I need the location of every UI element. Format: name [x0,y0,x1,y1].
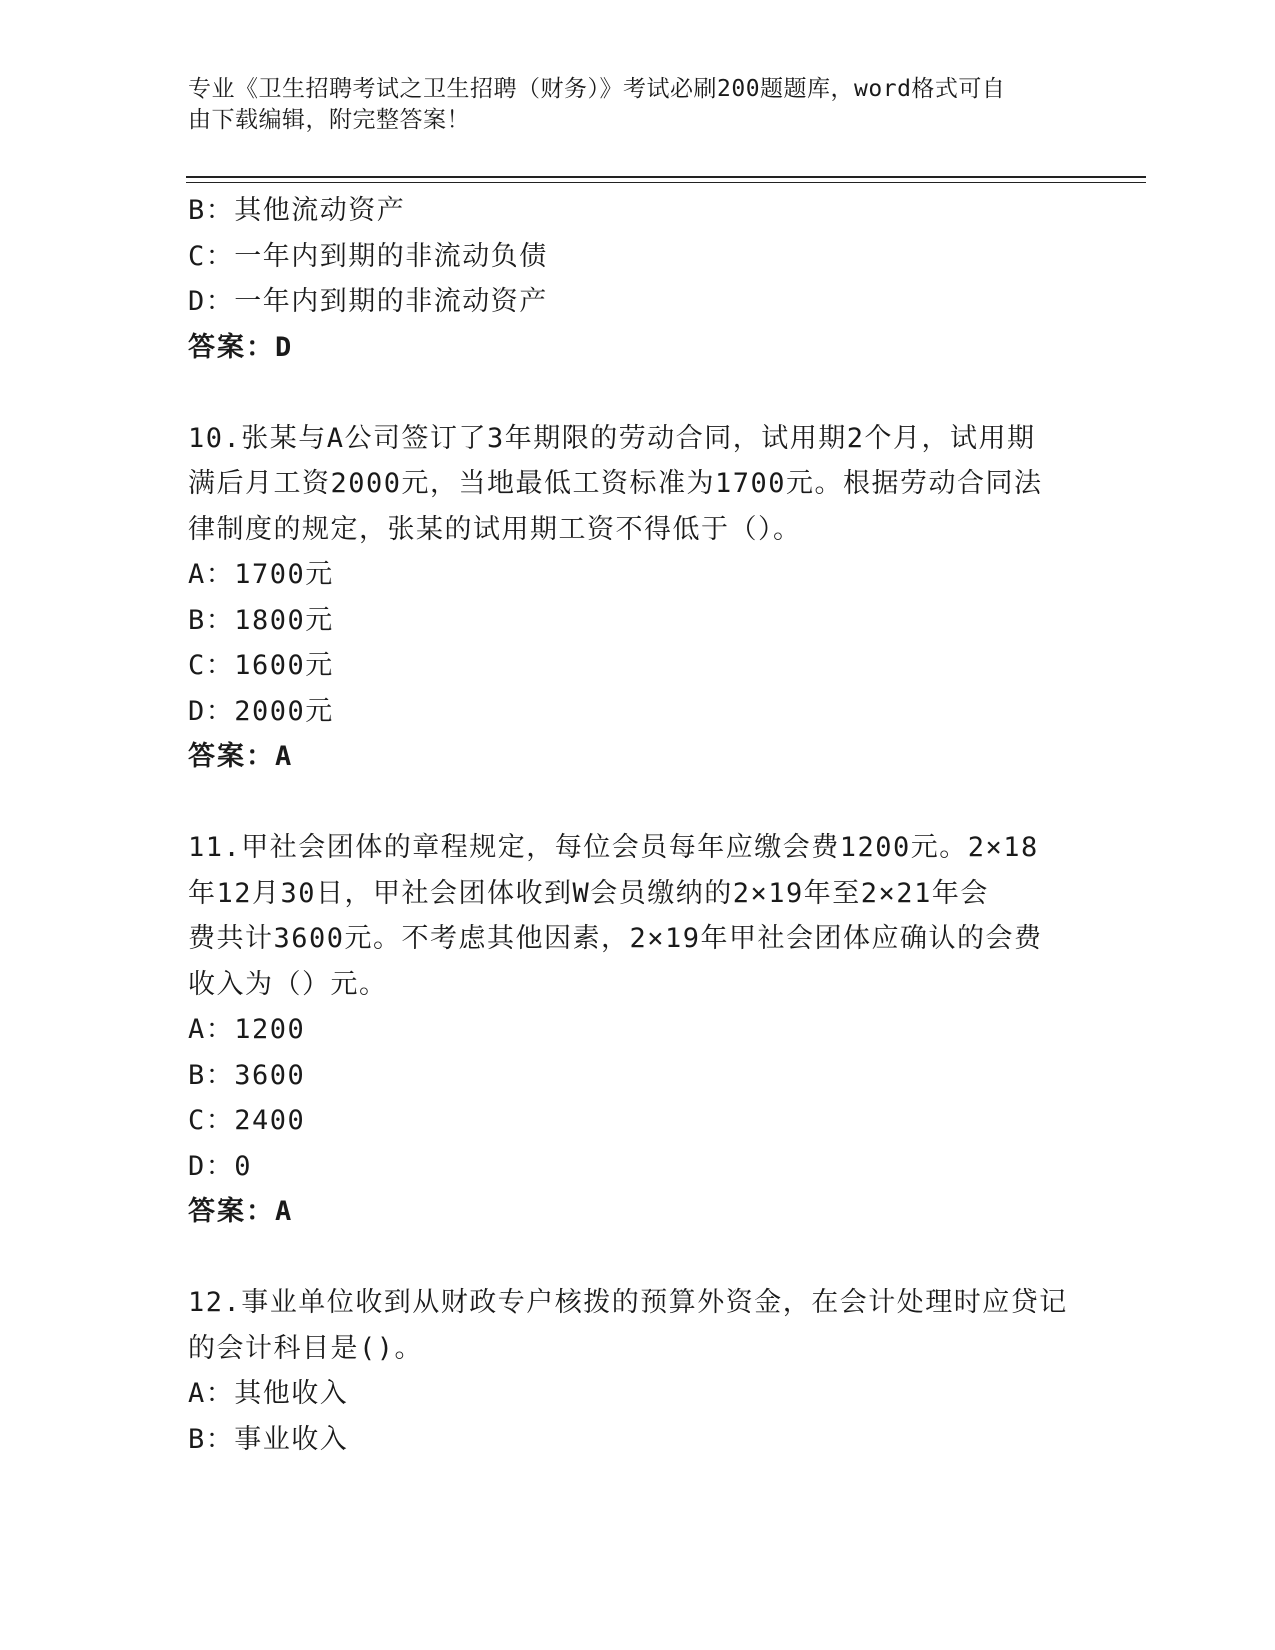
question-stem-line: 11.甲社会团体的章程规定，每位会员每年应缴会费1200元。2×18 [188,832,1039,863]
question-stem-line: 的会计科目是()。 [188,1332,424,1364]
option-line: A：1700元 [188,559,334,590]
spacer [188,780,1088,826]
header-divider [186,176,1146,183]
option-line: D：一年内到期的非流动资产 [188,286,548,317]
option-line: D：2000元 [188,695,334,727]
page-header [188,74,1068,136]
option-line: D：0 [188,1150,253,1182]
question-stem-line: 年12月30日，甲社会团体收到W会员缴纳的2×19年至2×21年会 [188,877,989,909]
spacer [188,370,1088,416]
question-stem-line: 满后月工资2000元，当地最低工资标准为1700元。根据劳动合同法 [188,468,1043,499]
question-fragment [188,188,1088,370]
spacer [188,1235,1088,1281]
question-stem-line: 12.事业单位收到从财政专户核拨的预算外资金，在会计处理时应贷记 [188,1287,1068,1318]
option-line: C：一年内到期的非流动负债 [188,240,548,272]
option-line: C：2400 [188,1105,306,1136]
option-line: B：3600 [188,1059,306,1091]
question-10 [188,416,1088,780]
question-stem-line: 10.张某与A公司签订了3年期限的劳动合同，试用期2个月，试用期 [188,422,1036,454]
question-stem-line: 律制度的规定，张某的试用期工资不得低于（）。 [188,513,802,545]
option-line: B：其他流动资产 [188,195,406,226]
document-body [188,188,1088,1462]
header-line-1: 专业《卫生招聘考试之卫生招聘（财务）》考试必刷200题题库，word格式可自 [188,76,1006,102]
answer-line: 答案：A [188,1196,294,1227]
header-line-2: 由下载编辑，附完整答案！ [188,107,470,133]
answer-line: 答案：A [188,741,294,772]
option-line: C：1600元 [188,650,334,681]
question-12 [188,1280,1088,1462]
option-line: A：1200 [188,1014,306,1045]
option-line: B：事业收入 [188,1423,349,1455]
question-stem-line: 收入为（）元。 [188,968,388,1000]
option-line: B：1800元 [188,604,334,636]
option-line: A：其他收入 [188,1378,349,1409]
question-11 [188,825,1088,1235]
answer-line: 答案：D [188,331,294,363]
question-stem-line: 费共计3600元。不考虑其他因素，2×19年甲社会团体应确认的会费 [188,923,1043,954]
